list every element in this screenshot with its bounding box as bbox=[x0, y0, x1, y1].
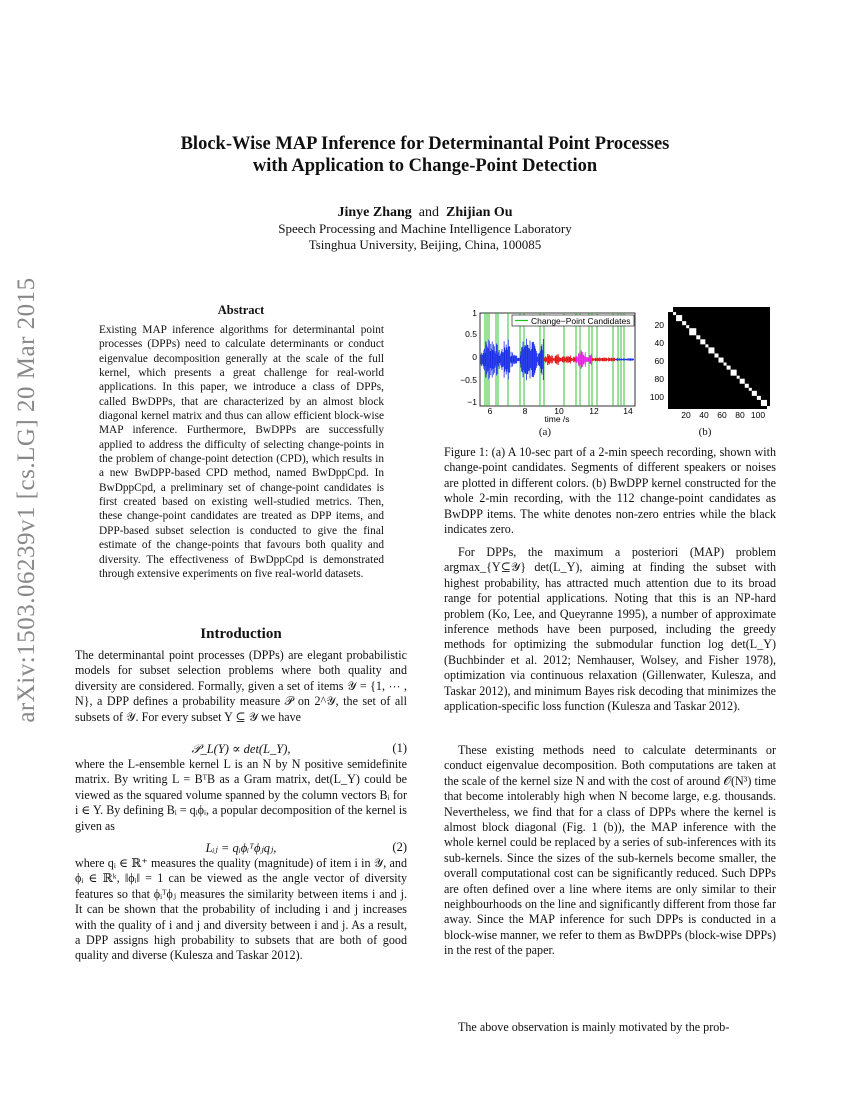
affil-line-1: Speech Processing and Machine Intelligence Laboratory bbox=[278, 221, 572, 236]
right-p1: For DPPs, the maximum a posteriori (MAP) problem argmax_{Y⊆𝒴} det(L_Y), aiming at finding the subset with highest probability, has attracted much attention due to its broad range for potential applications. Noting that this is an NP-hard problem (Ko, Lee, and Queyranne 1995), a number of approximate inference methods have been purposed, including the greedy methods for optimizing the submodular function log det(L_Y) (Buchbinder et al. 2012; Nemhauser, Wolsey, and Fisher 1978), optimization via continuous relaxation (Gillenwater, Kulesza, and Taskar 2012), and minimum Bayes risk decoding that minimizes the application-specific loss function (Kulesza and Taskar 2012). bbox=[444, 545, 776, 714]
kernel-block bbox=[700, 339, 705, 344]
equation-2-number: (2) bbox=[392, 840, 407, 854]
subfig-a-label: (a) bbox=[538, 426, 552, 438]
equation-1-body: 𝒫_L(Y) ∝ det(L_Y), bbox=[191, 742, 291, 756]
b-ytick: 60 bbox=[654, 356, 664, 366]
kernel-block bbox=[767, 406, 770, 409]
kernel-block bbox=[740, 379, 745, 384]
figure-caption: Figure 1: (a) A 10-sec part of a 2-min speech recording, shown with change-point candidates. Segments of different speakers or noises are plotted in different colors. (b) BwDPP kernel constructed for the whole 2-min recording, with the 112 change-point candidates as BwDPP items. The white denotes non-zero entries while the black indicates zero. bbox=[444, 445, 776, 537]
title-line-2: with Application to Change-Point Detection bbox=[252, 156, 598, 176]
kernel-block bbox=[724, 363, 727, 366]
author-2: Zhijian Ou bbox=[446, 205, 513, 220]
kernel-block bbox=[745, 384, 749, 388]
kernel-block bbox=[761, 400, 767, 406]
b-ytick: 20 bbox=[654, 320, 664, 330]
kernel-block bbox=[682, 321, 686, 325]
kernel-block bbox=[673, 312, 676, 315]
figure-1b bbox=[640, 305, 775, 430]
a-xtick: 6 bbox=[487, 406, 493, 416]
authors bbox=[0, 205, 850, 221]
b-xtick: 80 bbox=[735, 410, 745, 420]
arxiv-id: arXiv:1503.06239v1 [cs.LG] 20 Mar 2015 bbox=[13, 277, 40, 723]
paper-title bbox=[0, 133, 850, 177]
author-and: and bbox=[418, 205, 439, 220]
kernel-block bbox=[705, 344, 708, 347]
right-p2: These existing methods need to calculate determinants or conduct eigenvalue decomposition. Both computations are taken at the scale of the kernel size N and with the cost of around 𝒪(N³) time that become intolerably high when N become large, e.g. thousands. Nevertheless, we find that for a class of DPPs where the kernel is almost block diagonal (Fig. 1 (b)), the MAP inference with the whole kernel could be replaced by a series of sub-inferences with its sub-kernels. Since the sizes of the sub-kernels become smaller, the overall computational cost can be significantly reduced. Such DPPs are often defined over a line where items are only similar to their neighbourhoods on the line and significantly different from those far away. Since the MAP inference for such DPPs is conducted in a block-wise manner, we refer to them as BwDPPs (block-wise DPPs) in the rest of the paper. bbox=[444, 743, 776, 958]
intro-p2: where the L-ensemble kernel L is an N by N positive semidefinite matrix. By writing L = BᵀB as a Gram matrix, det(L_Y) could be viewed as the squared volume spanned by the column vectors Bᵢ for i ∈ Y. By defining Bᵢ = qᵢϕᵢ, a popular decomposition of the kernel is given as bbox=[75, 757, 407, 833]
kernel-block bbox=[727, 366, 731, 370]
kernel-block bbox=[689, 328, 696, 335]
a-xtick: 14 bbox=[623, 406, 633, 416]
b-ytick: 100 bbox=[649, 392, 664, 402]
subfig-b-label: (b) bbox=[698, 426, 712, 438]
equation-1 bbox=[75, 741, 407, 757]
right-paragraph-1 bbox=[444, 545, 776, 714]
a-xtick: 12 bbox=[589, 406, 599, 416]
kernel-block bbox=[686, 325, 689, 328]
a-ytick: 1 bbox=[472, 308, 477, 318]
abstract-text: Existing MAP inference algorithms for determinantal point processes (DPPs) need to calculate determinants or conduct eigenvalue decomposition generally at the scale of the full kernel, which presents a great challenge for real-world applications. In this paper, we introduce a class of DPPs, called BwDPPs, that are characterized by an almost block diagonal kernel matrix and thus can allow efficient block-wise MAP inference. Furthermore, BwDPPs are successfully applied to address the difficulty of selecting change-points in the problem of change-point detection (CPD), which results in a new BwDPP-based CPD method, named BwDppCpd. In BwDppCpd, a preliminary set of change-point candidates is first created based on existing well-studied metrics. Then, these change-point candidates are treated as DPP items, and DPP-based subset selection is conducted to give the final estimate of the change-points that favours both quality and diversity. The effectiveness of BwDppCpd is demonstrated through extensive experiments on five real-world datasets. bbox=[99, 324, 384, 580]
affil-line-2: Tsinghua University, Beijing, China, 100085 bbox=[308, 237, 542, 252]
intro-paragraph-1 bbox=[75, 648, 407, 725]
kernel-block bbox=[737, 376, 740, 379]
b-xtick: 40 bbox=[699, 410, 709, 420]
right-p3: The above observation is mainly motivated by the prob- bbox=[458, 1020, 730, 1034]
right-paragraph-2 bbox=[444, 743, 776, 959]
a-ytick: −1 bbox=[467, 397, 477, 407]
b-ytick: 40 bbox=[654, 338, 664, 348]
b-xtick: 20 bbox=[681, 410, 691, 420]
intro-paragraph-2 bbox=[75, 757, 407, 834]
kernel-block bbox=[731, 370, 737, 376]
kernel-block bbox=[696, 335, 700, 339]
kernel-block bbox=[714, 353, 718, 357]
intro-p1: The determinantal point processes (DPPs) are elegant probabilistic models for subset selection problems where both quality and diversity are considered. Formally, given a set of items 𝒴 = {1, ⋯ , N}, a DPP defines a probability measure 𝒫 on 2^𝒴, the set of all subsets of 𝒴. For every subset Y ⊆ 𝒴 we have bbox=[75, 648, 407, 724]
abstract-heading: Abstract bbox=[217, 303, 265, 317]
right-paragraph-3 bbox=[444, 1020, 776, 1035]
a-ytick: −0.5 bbox=[460, 375, 477, 385]
affiliation bbox=[0, 221, 850, 253]
title-line-1: Block-Wise MAP Inference for Determinantal Point Processes bbox=[180, 134, 670, 154]
kernel-block bbox=[752, 391, 757, 396]
kernel-block bbox=[749, 388, 752, 391]
kernel-block bbox=[676, 315, 682, 321]
intro-paragraph-3 bbox=[75, 856, 407, 964]
arxiv-sidebar bbox=[6, 277, 48, 723]
equation-2-body: Lᵢⱼ = qᵢϕᵢᵀϕⱼqⱼ, bbox=[205, 841, 277, 855]
b-xticks bbox=[681, 410, 765, 420]
a-yticks bbox=[460, 308, 477, 407]
b-ytick: 80 bbox=[654, 374, 664, 384]
a-ytick: 0 bbox=[472, 352, 477, 362]
a-ytick: 0.5 bbox=[465, 329, 477, 339]
kernel-block bbox=[757, 396, 761, 400]
equation-1-number: (1) bbox=[392, 741, 407, 755]
author-1: Jinye Zhang bbox=[337, 205, 412, 220]
a-xtick: 10 bbox=[554, 406, 564, 416]
figure-1a bbox=[450, 305, 640, 445]
kernel-block bbox=[708, 347, 714, 353]
kernel-block bbox=[719, 358, 724, 363]
intro-p3: where qᵢ ∈ ℝ⁺ measures the quality (magnitude) of item i in 𝒴, and ϕᵢ ∈ ℝᵏ, ‖ϕᵢ‖ = 1 can be viewed as the angle vector of diversity features so that ϕᵢᵀϕⱼ measures the similarity between items i and j. It can be shown that the probability of including i and j increases with the quality of i and j and diversity between i and j. As a result, a DPP assigns high probability to subsets that are both of good quality and diverse (Kulesza and Taskar 2012). bbox=[75, 856, 407, 963]
b-xtick: 60 bbox=[717, 410, 727, 420]
equation-2 bbox=[75, 840, 407, 856]
legend-label: Change−Point Candidates bbox=[531, 316, 631, 326]
b-xtick: 100 bbox=[750, 410, 766, 420]
intro-heading: Introduction bbox=[200, 626, 282, 642]
a-xtick: 8 bbox=[522, 406, 528, 416]
kernel-block bbox=[668, 307, 673, 312]
b-yticks bbox=[650, 320, 664, 402]
a-xlabel: time /s bbox=[544, 414, 570, 424]
